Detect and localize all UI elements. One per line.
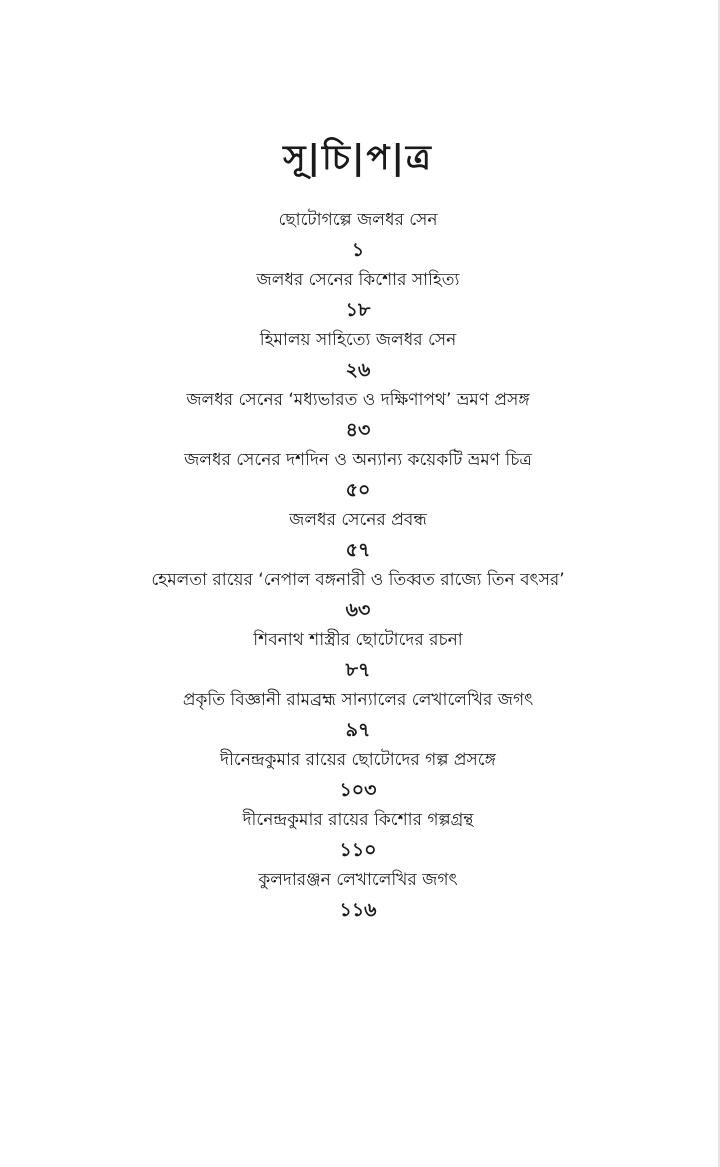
toc-entry-page-number: ৬৩: [345, 599, 371, 621]
toc-entry-title: জলধর সেনের দশদিন ও অন্যান্য কয়েকটি ভ্রমণ চিত্র: [184, 450, 532, 470]
toc-entry: [0, 325, 716, 385]
table-of-contents: [0, 205, 716, 925]
toc-entry: [0, 385, 716, 445]
toc-entry-title: ছোটোগল্পে জলধর সেন: [278, 210, 438, 230]
toc-entry-title: জলধর সেনের ‘মধ্যভারত ও দক্ষিণাপথ’ ভ্রমণ প্রসঙ্গ: [186, 390, 530, 410]
toc-entry: [0, 565, 716, 625]
toc-entry-title: দীনেন্দ্রকুমার রায়ের ছোটোদের গল্প প্রসঙ্গে: [220, 750, 496, 770]
toc-entry: [0, 445, 716, 505]
toc-entry-title: জলধর সেনের প্রবন্ধ: [289, 510, 427, 530]
toc-entry-page-number: ৪৩: [345, 419, 371, 441]
toc-entry-page-number: ৯৭: [345, 719, 371, 741]
toc-entry-title: জলধর সেনের কিশোর সাহিত্য: [256, 270, 460, 290]
toc-entry: [0, 625, 716, 685]
toc-entry: [0, 805, 716, 865]
page-title: সূ|চি|প|ত্র: [283, 137, 433, 178]
toc-entry-title: কুলদারঞ্জন লেখালেখির জগৎ: [258, 870, 458, 890]
toc-entry-page-number: ৮৭: [345, 659, 371, 681]
toc-entry-page-number: ২৬: [345, 359, 371, 381]
toc-entry: [0, 865, 716, 925]
toc-entry: [0, 205, 716, 265]
toc-entry-page-number: ১০৩: [339, 779, 377, 801]
toc-entry-title: প্রকৃতি বিজ্ঞানী রামব্রহ্ম সান্যালের লেখালেখির জগৎ: [182, 690, 534, 710]
toc-entry-page-number: ১: [351, 239, 365, 261]
toc-entry: [0, 745, 716, 805]
toc-entry: [0, 265, 716, 325]
toc-entry: [0, 505, 716, 565]
toc-entry: [0, 685, 716, 745]
toc-entry-page-number: ১১০: [339, 839, 377, 861]
toc-entry-page-number: ৫৭: [345, 539, 371, 561]
toc-entry-page-number: ১১৬: [339, 899, 377, 921]
toc-entry-title: হেমলতা রায়ের ‘নেপাল বঙ্গনারী ও তিব্বত রাজ্যে তিন বৎসর’: [151, 570, 565, 590]
toc-entry-title: শিবনাথ শাস্ত্রীর ছোটোদের রচনা: [253, 630, 463, 650]
toc-entry-title: হিমালয় সাহিত্যে জলধর সেন: [259, 330, 457, 350]
toc-entry-page-number: ৫০: [345, 479, 371, 501]
toc-entry-page-number: ১৮: [345, 299, 371, 321]
toc-entry-title: দীনেন্দ্রকুমার রায়ের কিশোর গল্পগ্রন্থ: [242, 810, 474, 830]
